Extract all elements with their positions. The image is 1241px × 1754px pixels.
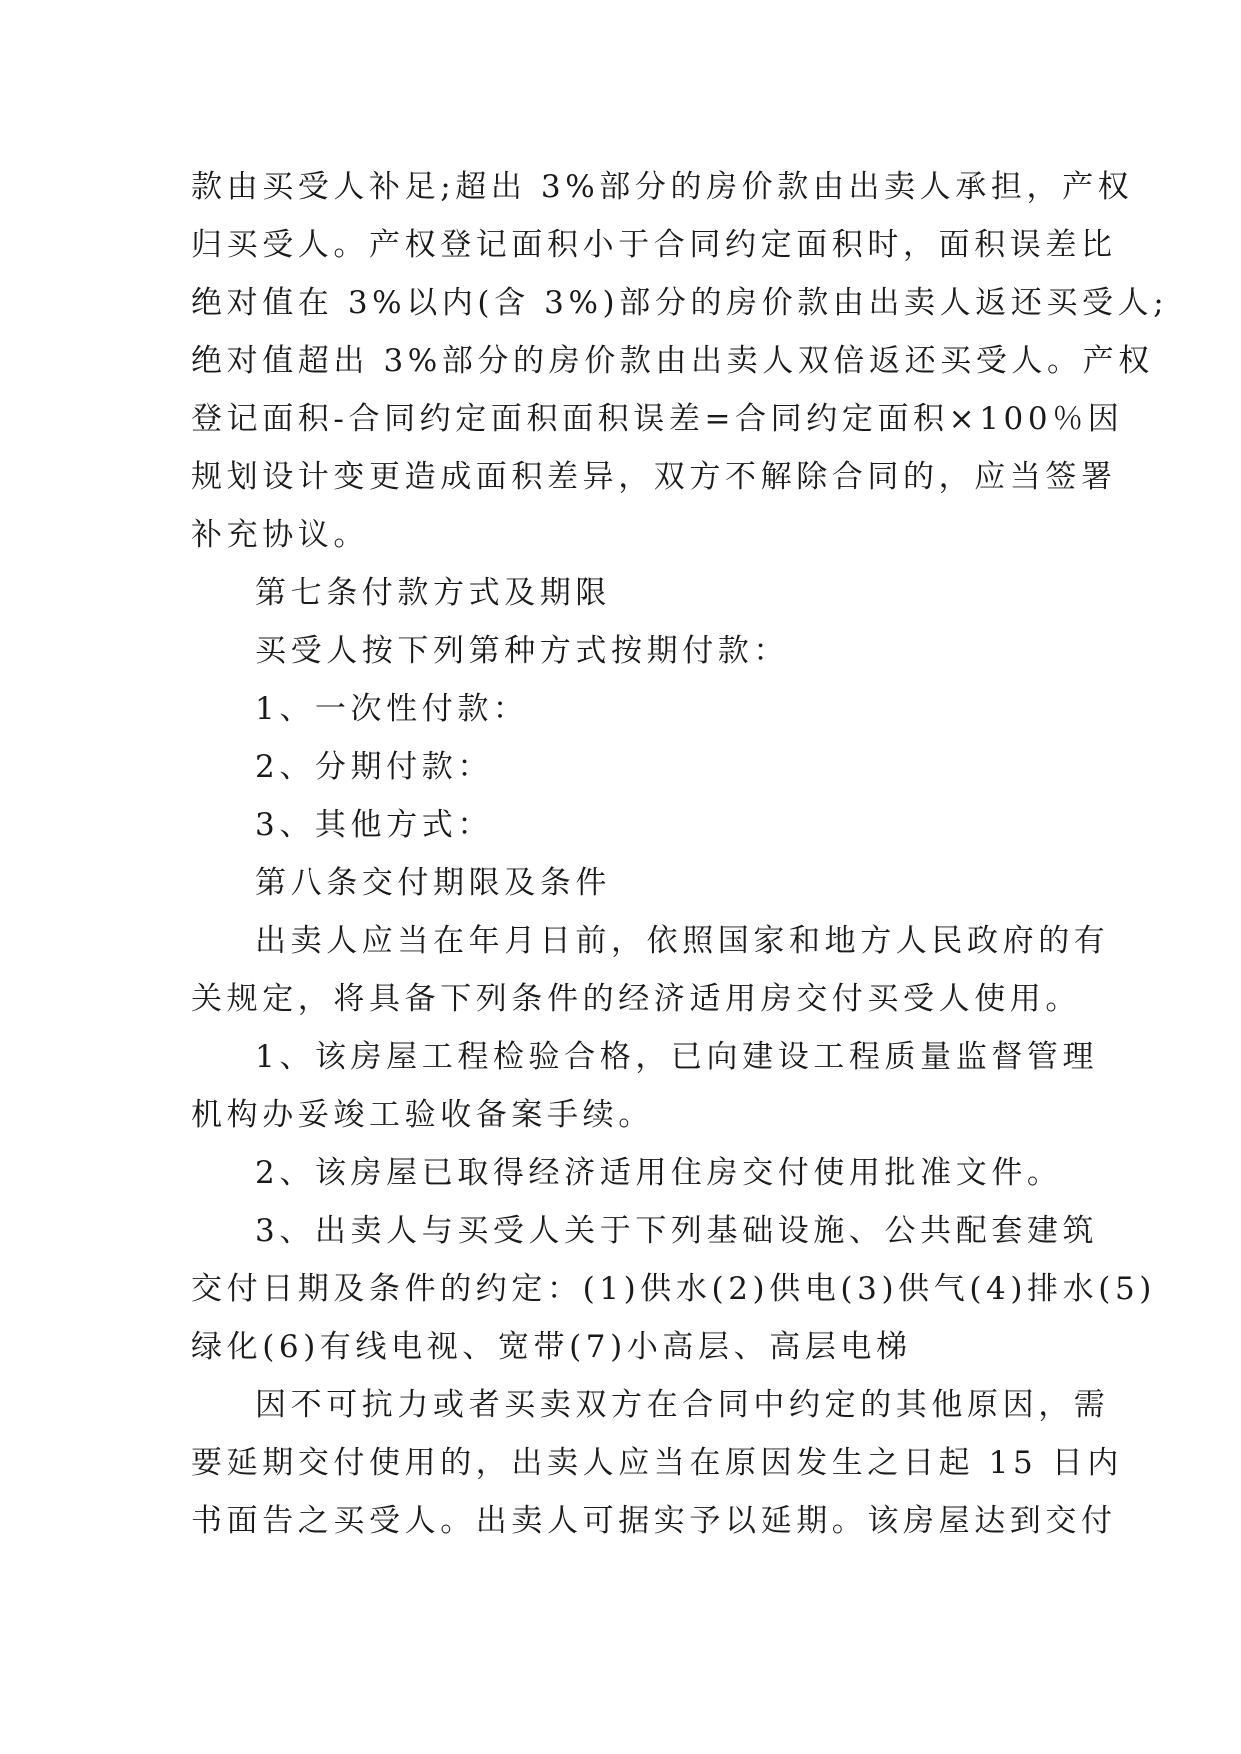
text-line: 出卖人应当在年月日前，依照国家和地方人民政府的有 xyxy=(255,923,1110,959)
list-item: 2、该房屋已取得经济适用住房交付使用批准文件。 xyxy=(255,1155,1063,1191)
list-item: 3、其他方式： xyxy=(255,807,493,843)
text-line: 绝对值在 3%以内(含 3%)部分的房价款由出卖人返还买受人; xyxy=(191,285,1169,321)
text-line: 归买受人。产权登记面积小于合同约定面积时，面积误差比 xyxy=(191,227,1117,263)
section-heading: 第八条交付期限及条件 xyxy=(255,865,611,901)
list-item: 3、出卖人与买受人关于下列基础设施、公共配套建筑 xyxy=(255,1213,1099,1249)
text-line: 要延期交付使用的，出卖人应当在原因发生之日起 15 日内 xyxy=(191,1445,1123,1481)
text-line: 买受人按下列第种方式按期付款： xyxy=(255,633,789,669)
text-line: 登记面积-合同约定面积面积误差=合同约定面积×100％因 xyxy=(191,401,1124,437)
list-item: 1、该房屋工程检验合格，已向建设工程质量监督管理 xyxy=(255,1039,1099,1075)
text-line: 款由买受人补足;超出 3%部分的房价款由出卖人承担，产权 xyxy=(191,169,1134,205)
section-heading: 第七条付款方式及期限 xyxy=(255,575,611,611)
text-line: 绿化(6)有线电视、宽带(7)小高层、高层电梯 xyxy=(191,1329,912,1365)
text-line: 交付日期及条件的约定：(1)供水(2)供电(3)供气(4)排水(5) xyxy=(191,1271,1156,1307)
text-line: 绝对值超出 3%部分的房价款由出卖人双倍返还买受人。产权 xyxy=(191,343,1154,379)
list-item: 1、一次性付款： xyxy=(255,691,529,727)
text-line: 因不可抗力或者买卖双方在合同中约定的其他原因，需 xyxy=(255,1387,1110,1423)
text-line: 补充协议。 xyxy=(191,517,369,553)
text-line: 规划设计变更造成面积差异，双方不解除合同的，应当签署 xyxy=(191,459,1117,495)
text-line: 书面告之买受人。出卖人可据实予以延期。该房屋达到交付 xyxy=(191,1503,1117,1539)
text-line: 机构办妥竣工验收备案手续。 xyxy=(191,1097,654,1133)
list-item: 2、分期付款： xyxy=(255,749,493,785)
text-line: 关规定，将具备下列条件的经济适用房交付买受人使用。 xyxy=(191,981,1081,1017)
